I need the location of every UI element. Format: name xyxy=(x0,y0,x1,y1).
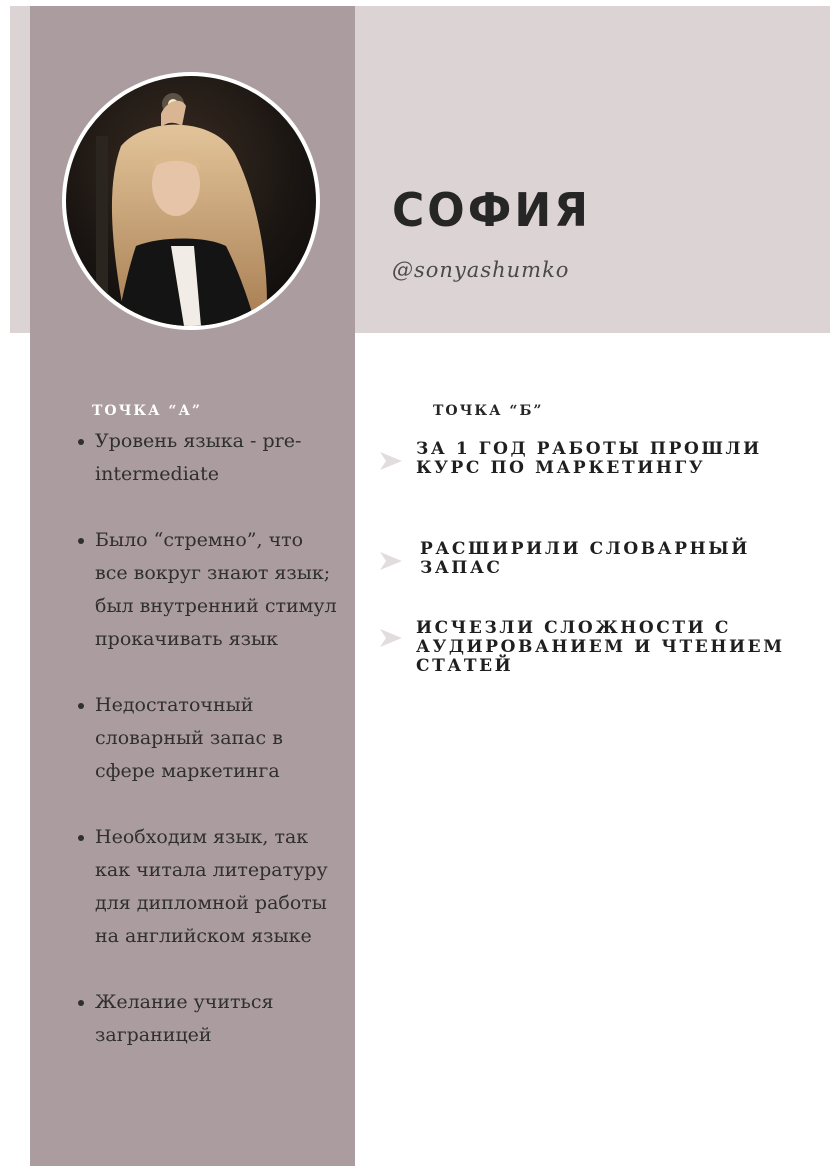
point-a-item: Недостаточный словарный запас в сфере маркетинга xyxy=(78,689,340,788)
profile-handle: @sonyashumko xyxy=(392,258,570,282)
point-b-heading: ТОЧКА “Б” xyxy=(433,403,544,419)
point-b-text: ЗА 1 ГОД РАБОТЫ ПРОШЛИ КУРС ПО МАРКЕТИНГУ xyxy=(416,439,762,478)
point-a-item: Было “стремно”, что все вокруг знают язык; был внутренний стимул прокачивать язык xyxy=(78,524,340,656)
chevron-right-icon xyxy=(378,627,404,649)
portrait-image xyxy=(66,76,316,326)
point-a-list xyxy=(78,425,340,1085)
point-a-heading: ТОЧКА “А” xyxy=(92,403,202,419)
profile-photo xyxy=(62,72,320,330)
point-a-item: Желание учиться заграницей xyxy=(78,986,340,1052)
profile-name: СОФИЯ xyxy=(392,183,592,238)
point-b-text: ИСЧЕЗЛИ СЛОЖНОСТИ С АУДИРОВАНИЕМ И ЧТЕНИЕМ СТАТЕЙ xyxy=(416,618,785,676)
point-b-text: РАСШИРИЛИ СЛОВАРНЫЙ ЗАПАС xyxy=(420,539,750,578)
chevron-right-icon xyxy=(378,450,404,472)
point-a-item: Уровень языка - pre-intermediate xyxy=(78,425,340,491)
point-a-item: Необходим язык, так как читала литературу для дипломной работы на английском языке xyxy=(78,821,340,953)
chevron-right-icon xyxy=(378,550,404,572)
